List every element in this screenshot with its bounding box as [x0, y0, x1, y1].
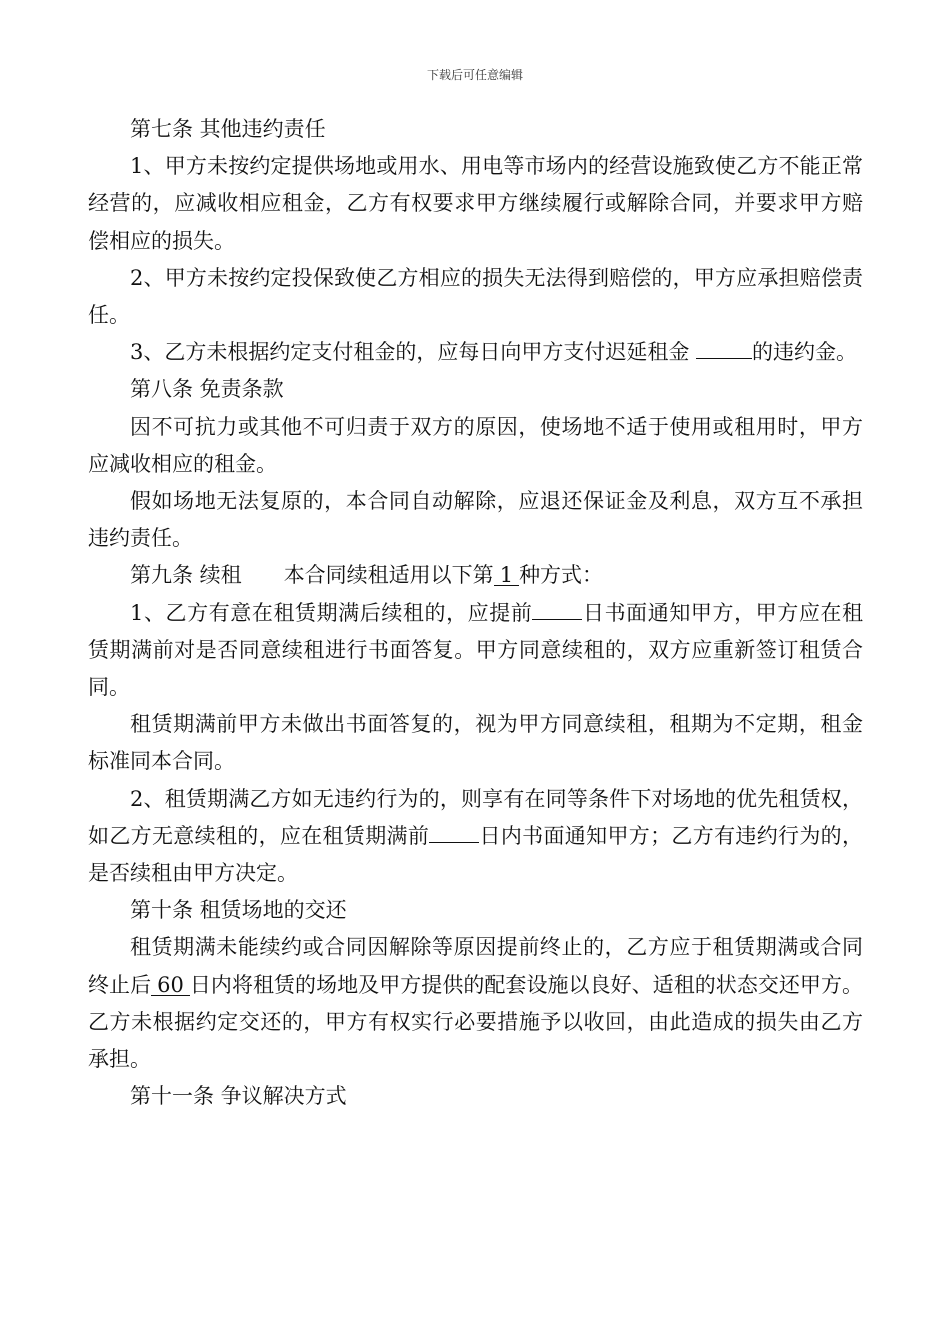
clause-text: 本合同续租适用以下第 [283, 563, 494, 588]
fill-blank [532, 619, 582, 620]
article-9-clause-1 [88, 595, 863, 707]
clause-text: 2、租赁期满乙方如无违约行为的，则享有在同等条件下对场地的优先租赁权，如乙方无意续租的，应在租赁期满前 [88, 786, 863, 848]
article-9-heading [88, 557, 863, 594]
article-9-clause-2 [88, 781, 863, 893]
heading-text: 第九条 续租 [130, 563, 242, 588]
clause-text: 日书面通知甲方，甲方应在租赁期满前对是否同意续租进行书面答复。甲方同意续租的，双方应重新签订租赁合同。 [88, 600, 864, 700]
article-7-heading: 第七条 其他违约责任 [130, 117, 326, 141]
clause-text: 日内书面通知甲方；乙方有违约行为的，是否续租由甲方决定。 [88, 823, 864, 886]
article-7-clause-2: 2、甲方未按约定投保致使乙方相应的损失无法得到赔偿的，甲方应承担赔偿责任。 [88, 265, 863, 328]
clause-text: 3、乙方未根据约定支付租金的，应每日向甲方支付迟延租金 [130, 340, 697, 365]
article-11-heading: 第十一条 争议解决方式 [130, 1084, 347, 1109]
clause-text: 1、乙方有意在租赁期满后续租的，应提前 [130, 600, 533, 625]
clause-text: 日内将租赁的场地及甲方提供的配套设施以良好、适租的状态交还甲方。乙方未根据约定交还的，甲方有权实行必要措施予以收回，由此造成的损失由乙方承担。 [88, 972, 863, 1072]
clause-text: 的违约金。 [752, 340, 858, 365]
clause-text: 种方式： [519, 563, 604, 588]
article-7-clause-1: 1、甲方未按约定提供场地或用水、用电等市场内的经营设施致使乙方不能正常经营的，应减收相应租金，乙方有权要求甲方继续履行或解除合同，并要求甲方赔偿相应的损失。 [88, 154, 863, 253]
article-8-para-1: 因不可抗力或其他不可归责于双方的原因，使场地不适于使用或租用时，甲方应减收相应的租金。 [88, 414, 863, 476]
document-body [88, 111, 863, 1115]
article-10-para [88, 929, 863, 1078]
fill-blank [429, 842, 479, 843]
clause-text: 租赁期满未能续约或合同因解除等原因提前终止的，乙方应于租赁期满或合同终止后 [88, 935, 863, 997]
fill-blank [696, 358, 752, 359]
article-8-para-2: 假如场地无法复原的，本合同自动解除，应退还保证金及利息，双方互不承担违约责任。 [88, 489, 863, 551]
article-8-heading: 第八条 免责条款 [130, 377, 284, 402]
header-note: 下载后可任意编辑 [426, 68, 523, 82]
fill-blank-value: 60 [151, 975, 190, 996]
fill-blank-value: 1 [494, 565, 519, 586]
article-9-para: 租赁期满前甲方未做出书面答复的，视为甲方同意续租，租期为不定期，租金标准同本合同。 [88, 712, 863, 774]
article-7-clause-3 [88, 334, 863, 371]
article-10-heading: 第十条 租赁场地的交还 [130, 898, 347, 923]
